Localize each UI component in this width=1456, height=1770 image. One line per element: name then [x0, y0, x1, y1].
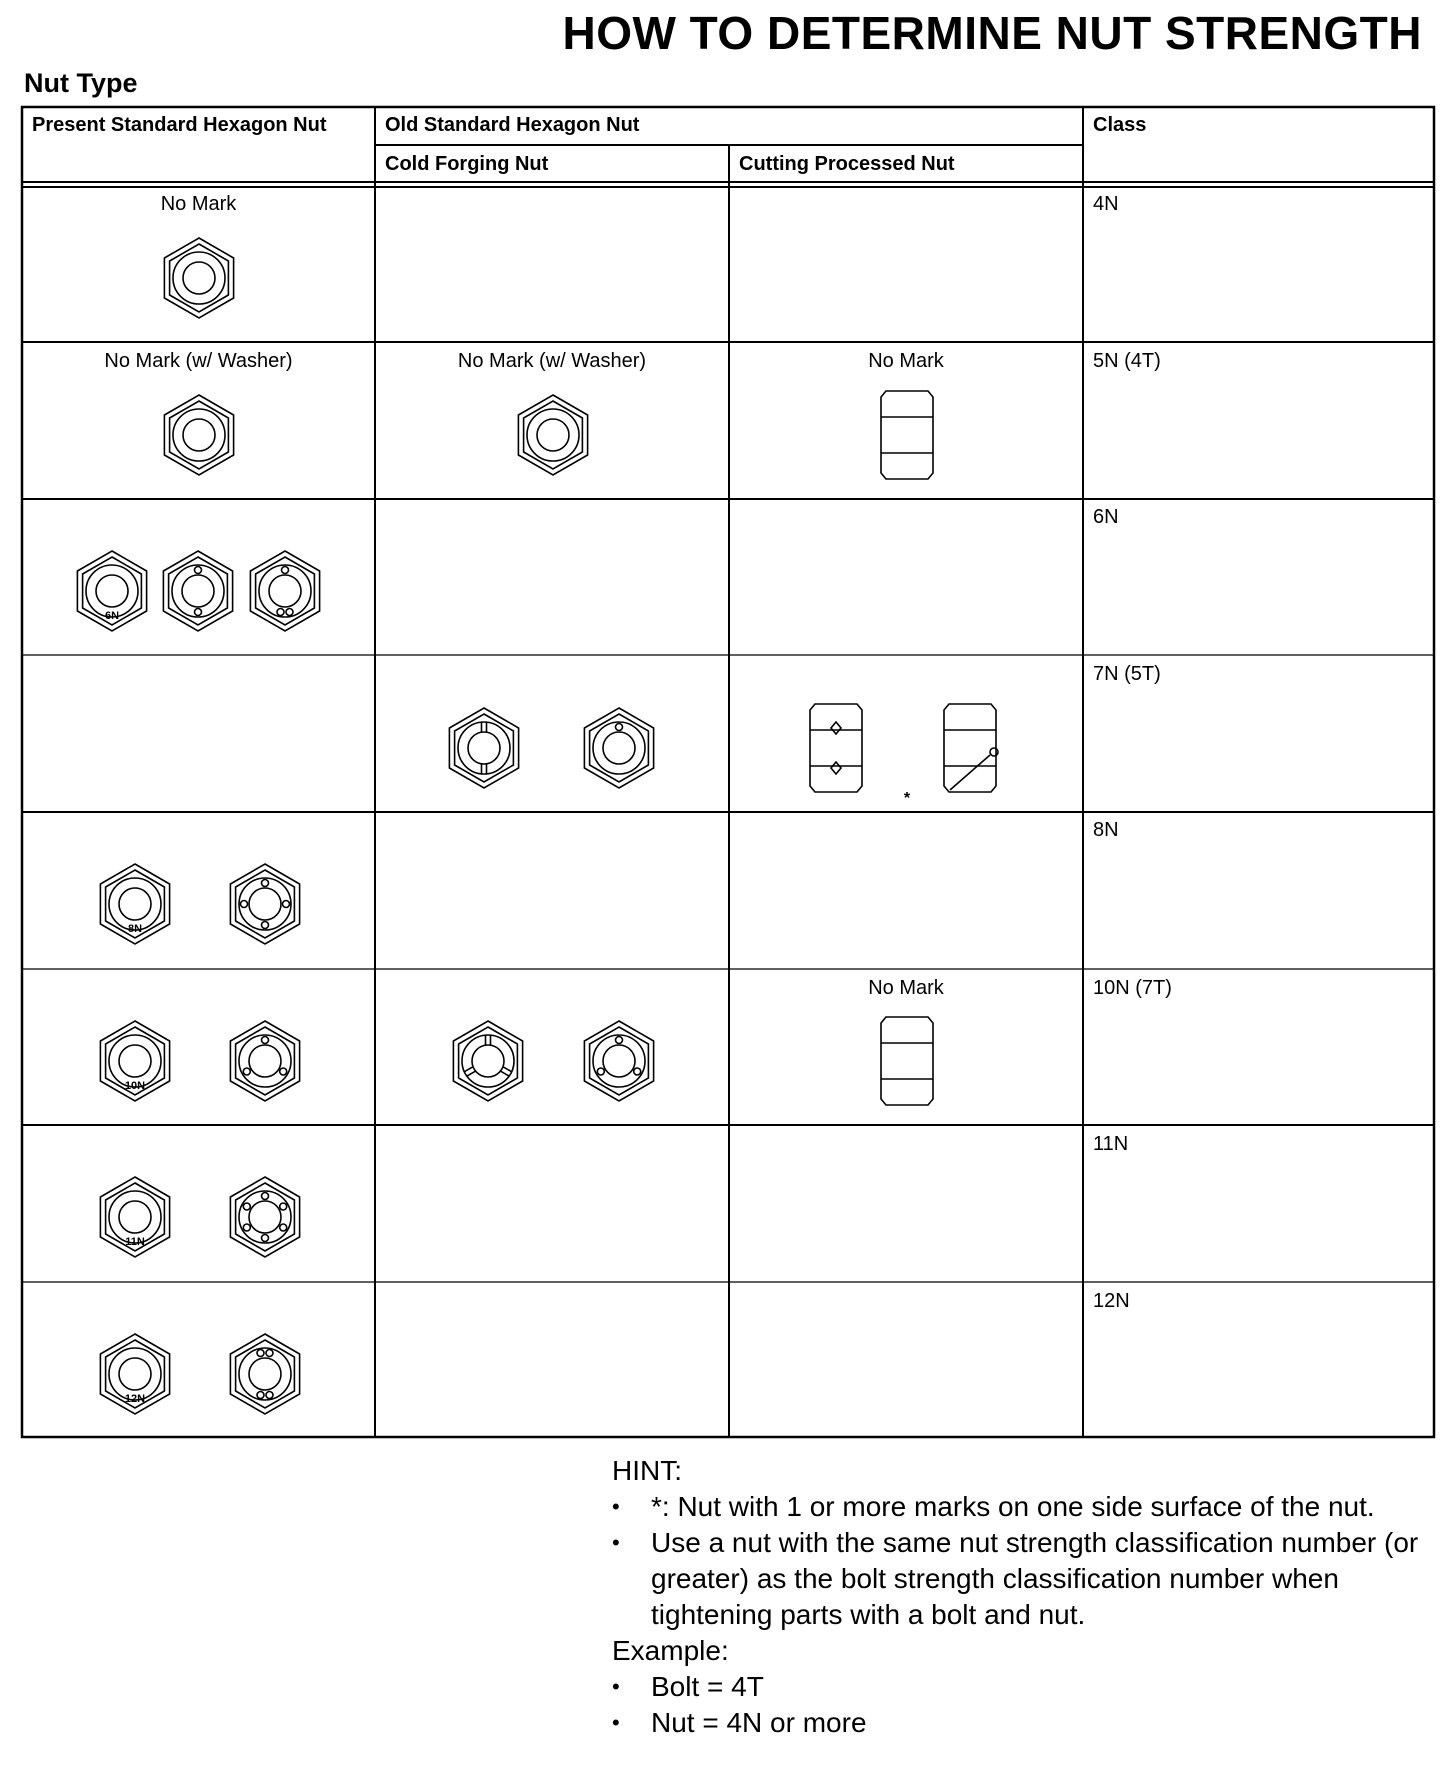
header-old-standard: Old Standard Hexagon Nut — [385, 114, 640, 136]
hint-list — [612, 1489, 1442, 1633]
row-5n-cold-label: No Mark (w/ Washer) — [457, 350, 647, 372]
document-title: HOW TO DETERMINE NUT STRENGTH — [562, 7, 1422, 59]
nut-type-label: Nut Type — [24, 68, 138, 98]
hex-nut-1-dot-mark — [584, 708, 653, 788]
stamp-12n: 12N — [124, 1393, 146, 1405]
hex-nut-3-dot-mark — [584, 1021, 653, 1101]
hex-nut-washer — [518, 395, 587, 475]
hex-nut-3-dot-mark — [230, 1021, 299, 1101]
class-value: 7N (5T) — [1093, 663, 1161, 685]
class-value: 10N (7T) — [1093, 977, 1172, 999]
hex-nut-3-groove-mark — [453, 1021, 522, 1101]
stamp-11n: 11N — [125, 1236, 145, 1248]
hex-nut-3-dot-mark — [250, 551, 319, 631]
header-class: Class — [1093, 114, 1147, 136]
hint-heading: HINT: — [612, 1455, 682, 1486]
example-list — [612, 1669, 1442, 1741]
stamp-8n: 8N — [127, 923, 143, 935]
row-10n-cutting-label: No Mark — [868, 977, 944, 999]
class-value: 8N — [1093, 819, 1119, 841]
side-mark-asterisk: * — [903, 790, 911, 807]
class-value: 11N — [1093, 1133, 1129, 1155]
class-value: 5N (4T) — [1093, 350, 1161, 372]
hex-nut-side-diamond-mark — [810, 704, 862, 792]
example-heading: Example: — [612, 1635, 729, 1666]
class-value: 4N — [1093, 193, 1119, 215]
header-cold-forging: Cold Forging Nut — [385, 153, 549, 175]
hex-nut-6-dot-mark — [230, 1177, 299, 1257]
nut-strength-table — [22, 107, 1434, 1437]
table-grid — [22, 107, 1434, 1437]
row-5n-present-label: No Mark (w/ Washer) — [104, 350, 293, 372]
hex-nut-4-dot-mark — [230, 864, 299, 944]
table-grid-and-nuts — [22, 107, 1434, 1437]
header-present-standard: Present Standard Hexagon Nut — [32, 114, 327, 136]
row-4n-present-label: No Mark — [160, 193, 237, 215]
hex-nut-side-view — [881, 1017, 933, 1105]
hex-nut-washer — [164, 395, 233, 475]
hex-nut-2-groove-mark — [449, 708, 518, 788]
hex-nut-side-dot-mark — [944, 704, 998, 792]
hint-bullet: • Use a nut with the same nut strength classification number (or greater) as the bolt strength classification number when tightening parts with a bolt and nut. — [612, 1525, 1442, 1633]
class-value: 6N — [1093, 506, 1119, 528]
hex-nut-side-view — [881, 391, 933, 479]
hint-bullet: • *: Nut with 1 or more marks on one side surface of the nut. — [612, 1489, 1442, 1525]
hex-nut-no-mark — [164, 238, 233, 318]
header-cutting-processed: Cutting Processed Nut — [739, 153, 955, 175]
row-5n-cutting-label: No Mark — [868, 350, 944, 372]
stamp-6n: 6N — [104, 610, 120, 622]
hex-nut-4-dot-pair-mark — [230, 1334, 299, 1414]
example-bullet: • Nut = 4N or more — [612, 1705, 1442, 1741]
stamp-10n: 10N — [124, 1080, 146, 1092]
hint-section — [612, 1453, 1442, 1741]
hex-nut-2-dot-mark — [163, 551, 232, 631]
example-bullet: • Bolt = 4T — [612, 1669, 1442, 1705]
class-value: 12N — [1093, 1290, 1130, 1312]
